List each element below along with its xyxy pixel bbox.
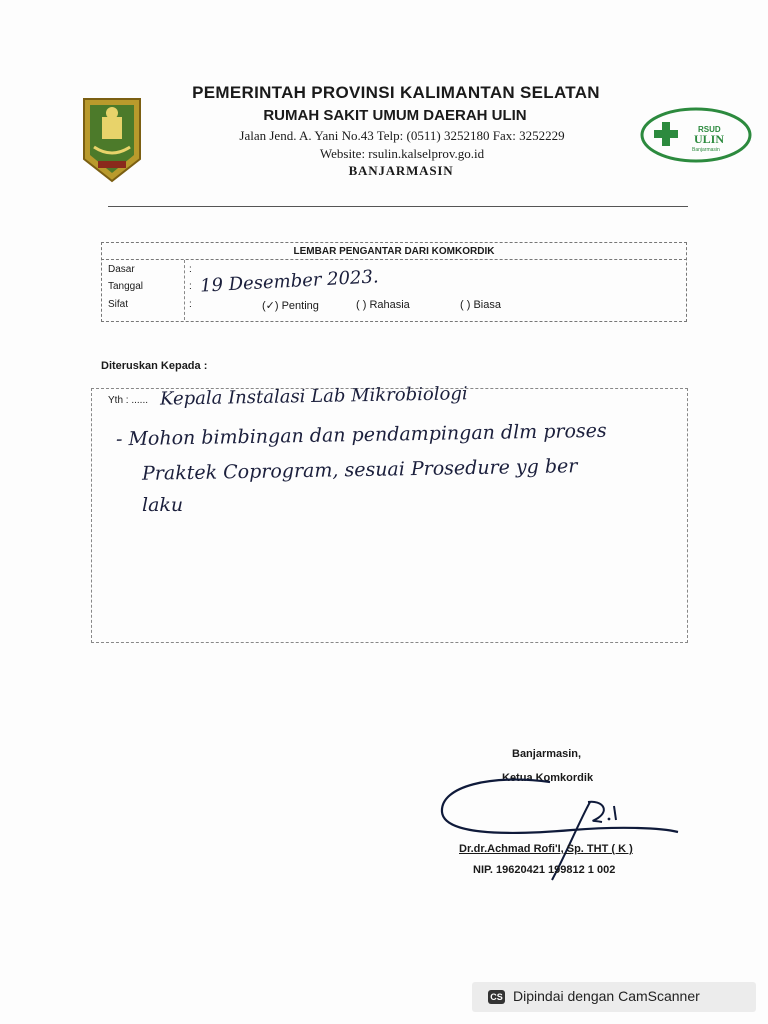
camscanner-watermark-text: Dipindai dengan CamScanner [513, 988, 700, 1004]
signature-role: Ketua Komkordik [502, 772, 594, 784]
tanggal-handwritten-value: 19 Desember 2023. [199, 266, 380, 297]
signature-place: Banjarmasin, [512, 748, 582, 760]
label-column-divider [184, 260, 185, 320]
header-hospital-name: RUMAH SAKIT UMUM DAERAH ULIN [263, 107, 527, 124]
logo-text-city: Banjarmasin [692, 147, 720, 153]
signature-nip: NIP. 19620421 199812 1 002 [473, 864, 616, 876]
logo-text-ulin: ULIN [694, 132, 725, 146]
label-sifat: Sifat [108, 299, 129, 310]
provincial-emblem-logo [80, 97, 144, 183]
header-divider [108, 206, 688, 207]
label-dasar: Dasar [108, 264, 135, 275]
header-address: Jalan Jend. A. Yani No.43 Telp: (0511) 3252180 Fax: 3252229 [239, 128, 565, 143]
sifat-option-rahasia: ( ) Rahasia [356, 299, 410, 311]
signature-name: Dr.dr.Achmad Rofi'I, Sp. THT ( K ) [459, 843, 633, 855]
form-title: LEMBAR PENGANTAR DARI KOMKORDIK [293, 246, 495, 257]
yth-label: Yth : ...... [108, 395, 149, 406]
colon-dasar: : [189, 264, 192, 275]
message-line-3: laku [142, 494, 184, 516]
yth-handwritten-recipient: Kepala Instalasi Lab Mikrobiologi [159, 383, 468, 410]
header-website: Website: rsulin.kalselprov.go.id [319, 146, 485, 161]
sifat-option-biasa: ( ) Biasa [460, 299, 501, 311]
logo-text-rsud: RSUD [698, 125, 721, 134]
header-city: BANJARMASIN [348, 163, 454, 178]
message-line-2: Praktek Coprogram, sesuai Prosedure yg ber [141, 455, 578, 485]
colon-tanggal: : [189, 281, 192, 292]
form-title-divider [101, 259, 687, 260]
camscanner-logo-icon: CS [488, 990, 505, 1004]
diteruskan-label: Diteruskan Kepada : [101, 360, 208, 372]
sifat-option-penting: (✓) Penting [262, 300, 319, 312]
label-tanggal: Tanggal [108, 281, 144, 292]
colon-sifat: : [189, 299, 192, 310]
message-line-1: - Mohon bimbingan dan pendampingan dlm proses [115, 419, 607, 451]
rsud-ulin-logo [640, 106, 752, 164]
header-government-name: PEMERINTAH PROVINSI KALIMANTAN SELATAN [192, 83, 600, 102]
